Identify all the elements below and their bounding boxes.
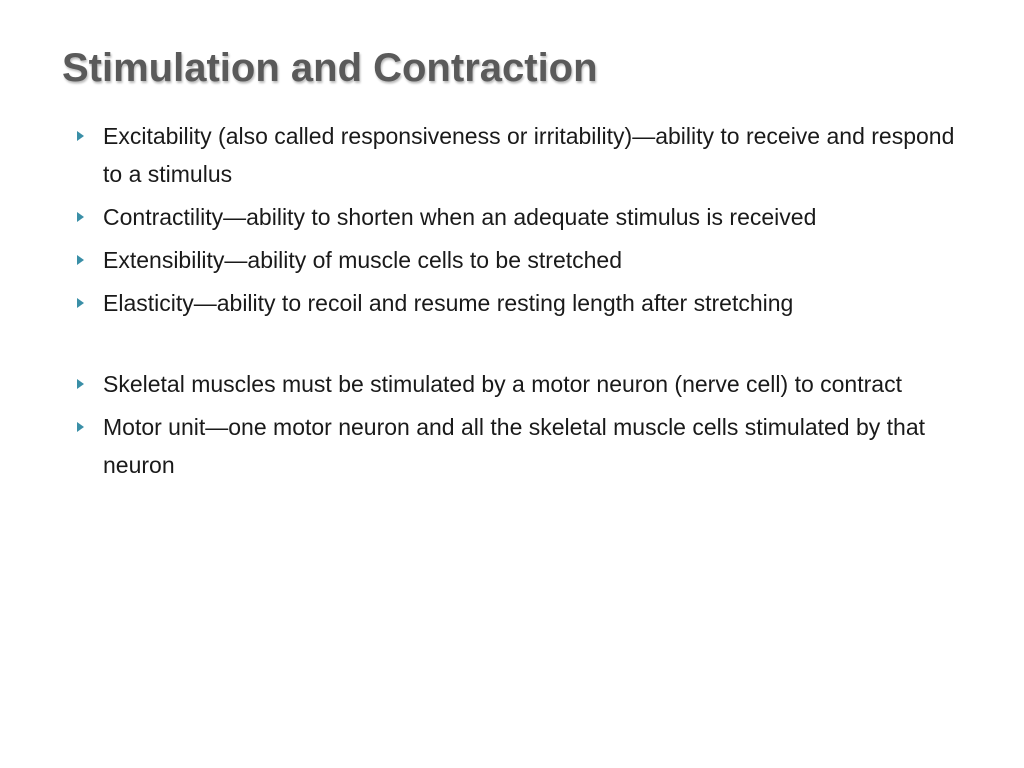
bullet-text: Skeletal muscles must be stimulated by a motor neuron (nerve cell) to contract [103, 371, 902, 397]
triangle-right-icon [77, 298, 84, 308]
bullet-list [74, 117, 974, 489]
bullet-item-contractility [74, 198, 963, 236]
bullet-text: Contractility—ability to shorten when an adequate stimulus is received [103, 204, 817, 230]
bullet-text: Motor unit—one motor neuron and all the skeletal muscle cells stimulated by that neuron [103, 414, 926, 478]
bullet-item-elasticity [74, 284, 963, 322]
bullet-item-extensibility [74, 241, 963, 279]
slide-title: Stimulation and Contraction [62, 46, 598, 90]
triangle-right-icon [77, 131, 84, 141]
bullet-item-motor-neuron [74, 365, 963, 403]
triangle-right-icon [77, 255, 84, 265]
bullet-item-motor-unit [74, 408, 963, 484]
triangle-right-icon [77, 379, 84, 389]
bullet-text: Extensibility—ability of muscle cells to be stretched [103, 247, 622, 273]
triangle-right-icon [77, 212, 84, 222]
bullet-item-excitability [74, 117, 963, 193]
bullet-text: Elasticity—ability to recoil and resume resting length after stretching [103, 290, 794, 316]
bullet-text: Excitability (also called responsiveness or irritability)—ability to receive and respond to a stimulus [103, 123, 955, 187]
triangle-right-icon [77, 422, 84, 432]
